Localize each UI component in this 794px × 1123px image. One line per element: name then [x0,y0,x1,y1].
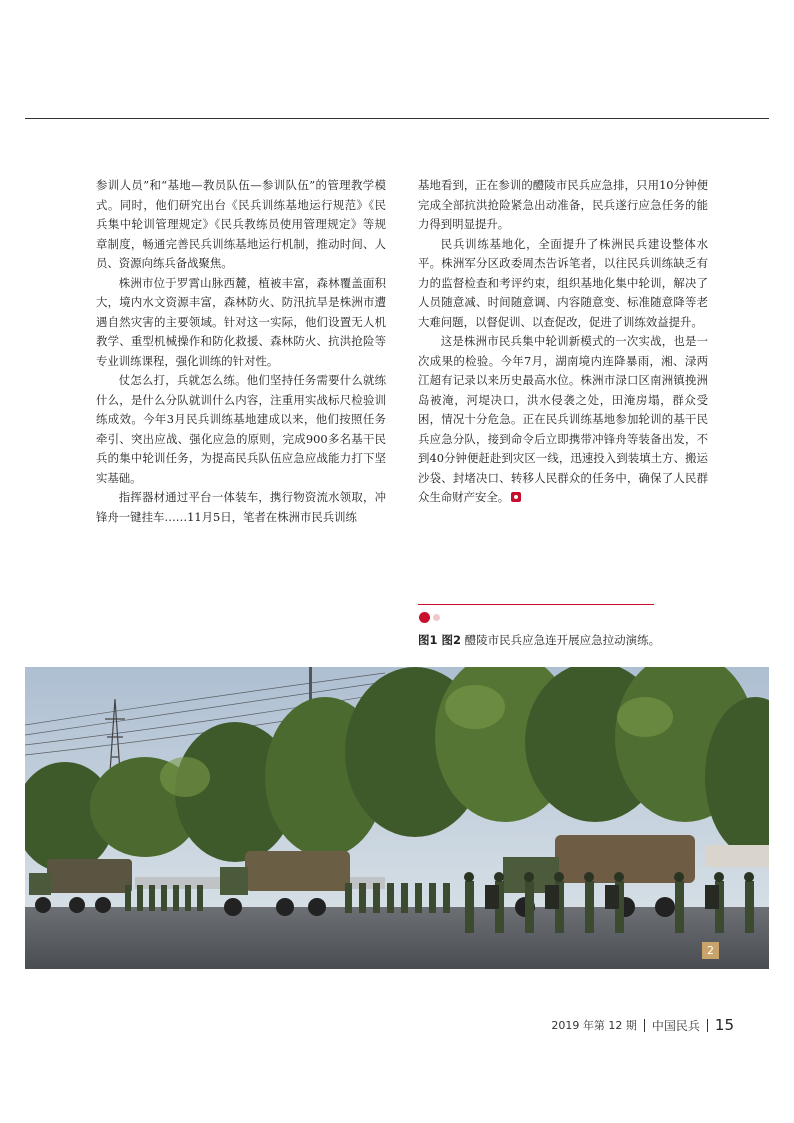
photo-illustration [25,667,769,969]
paragraph: 民兵训练基地化，全面提升了株洲民兵建设整体水平。株洲军分区政委周杰告诉笔者，以往民兵训练缺乏有力的监督检查和考评约束，组织基地化集中轮训，解决了人员随意减、时间随意调、内容随意变、标准随意降等老大难问题，以督促训、以查促改，促进了训练效益提升。 [418,236,708,329]
photo-number-badge: 2 [702,942,719,959]
paragraph: 参训人员”和“基地—教员队伍—参训队伍”的管理教学模式。同时，他们研究出台《民兵训练基地运行规范》《民兵集中轮训管理规定》《民兵教练员使用管理规定》等规章制度，畅通完善民兵训练基地运行机制，推动时间、人员、资源向练兵备战聚焦。 [96,178,386,270]
article-column-right [418,176,708,508]
photo-caption [418,632,660,648]
photo-militia-drill [25,667,769,969]
article-end-icon [511,492,521,502]
paragraph: 指挥器材通过平台一体装车，携行物资流水领取，冲锋舟一键挂车……11月5日，笔者在株洲市民兵训练 [96,490,386,524]
header-rule [25,118,769,119]
caption-rule [418,604,654,605]
page-number: 15 [714,1016,734,1034]
magazine-name: 中国民兵 [651,1018,700,1033]
issue-label: 2019 年第 12 期 [551,1019,637,1032]
footer-divider [707,1019,708,1032]
caption-dot-icon [419,612,430,623]
footer-divider [644,1019,645,1032]
paragraph: 基地看到，正在参训的醴陵市民兵应急排，只用10分钟便完成全部抗洪抢险紧急出动准备，民兵遂行应急任务的能力得到明显提升。 [418,178,708,231]
paragraph: 仗怎么打，兵就怎么练。他们坚持任务需要什么就练什么，是什么分队就训什么内容，注重用实战标尺检验训练成效。今年3月民兵训练基地建成以来，他们按照任务牵引、突出应战、强化应急的原则，完成900多名基干民兵的集中轮训任务，为提高民兵队伍应急应战能力打下坚实基础。 [96,373,386,485]
paragraph: 株洲市位于罗霄山脉西麓，植被丰富，森林覆盖面积大，境内水文资源丰富，森林防火、防汛抗旱是株洲市遭遇自然灾害的主要领域。针对这一实际，他们设置无人机教学、重型机械操作和防化救援、森林防火、抗洪抢险等专业训练课程，强化训练的针对性。 [96,275,386,368]
caption-text: 醴陵市民兵应急连开展应急拉动演练。 [464,633,661,647]
caption-dot-icon [433,614,440,621]
page-footer [551,1016,734,1034]
paragraph-last [418,332,708,508]
article-column-left [96,176,386,527]
paragraph-text: 这是株洲市民兵集中轮训新模式的一次实战，也是一次成果的检验。今年7月，湖南境内连降暴雨，湘、渌两江超有记录以来历史最高水位。株洲市渌口区南洲镇挽洲岛被淹，河堤决口，洪水侵袭之处，田淹房塌，群众受困，情况十分危急。正在民兵训练基地参加轮训的基干民兵应急分队，接到命令后立即携带冲锋舟等装备出发，不到40分钟便赶赴到灾区一线，迅速投入到装填土方、搬运沙袋、封堵决口、转移人民群众的任务中，确保了人民群众生命财产安全。 [418,334,708,504]
caption-label: 图1 图2 [418,633,462,647]
